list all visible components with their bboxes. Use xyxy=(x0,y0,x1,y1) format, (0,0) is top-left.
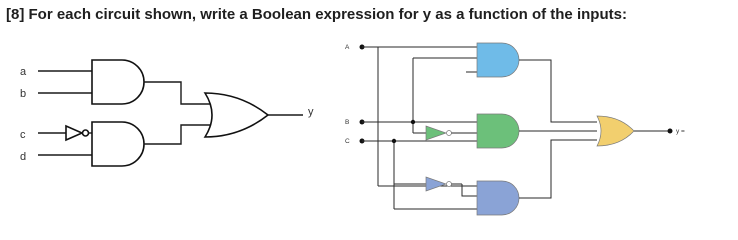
junction-B xyxy=(411,120,415,124)
not-bubble-b xyxy=(447,131,452,136)
and-gate-bottom xyxy=(477,181,519,215)
input-label-c: c xyxy=(20,129,26,141)
input-label-d: d xyxy=(20,151,27,163)
input-label-B: B xyxy=(345,119,350,126)
input-label-A: A xyxy=(345,44,350,51)
junction-C xyxy=(392,139,396,143)
wire-bottom-and-to-or xyxy=(519,140,597,198)
not-gate-b xyxy=(426,126,446,140)
and-gate-1 xyxy=(92,60,144,104)
not-gate-c xyxy=(66,126,82,140)
circuit-1 xyxy=(20,60,314,166)
not-bubble-c xyxy=(83,130,89,136)
wire-and1-or xyxy=(144,82,212,104)
input-label-a: a xyxy=(20,66,27,78)
input-label-b: b xyxy=(20,88,27,100)
and-gate-middle xyxy=(477,114,519,148)
output-label-y-equals: y = xyxy=(676,128,685,135)
output-dot xyxy=(668,129,673,134)
or-gate xyxy=(205,93,268,137)
input-label-C: C xyxy=(345,138,350,145)
or-gate-yellow xyxy=(597,116,634,146)
wire-and2-or xyxy=(144,125,212,144)
output-label-y: y xyxy=(308,106,314,118)
wire-top-and-to-or xyxy=(519,60,597,122)
and-gate-2 xyxy=(92,122,144,166)
question-text: [8] For each circuit shown, write a Boolean expression for y as a function of the inputs: xyxy=(6,6,627,23)
and-gate-top xyxy=(477,43,519,77)
not-gate-c-blue xyxy=(426,177,446,191)
not-bubble-c-blue xyxy=(447,182,452,187)
circuit-2 xyxy=(345,43,685,215)
